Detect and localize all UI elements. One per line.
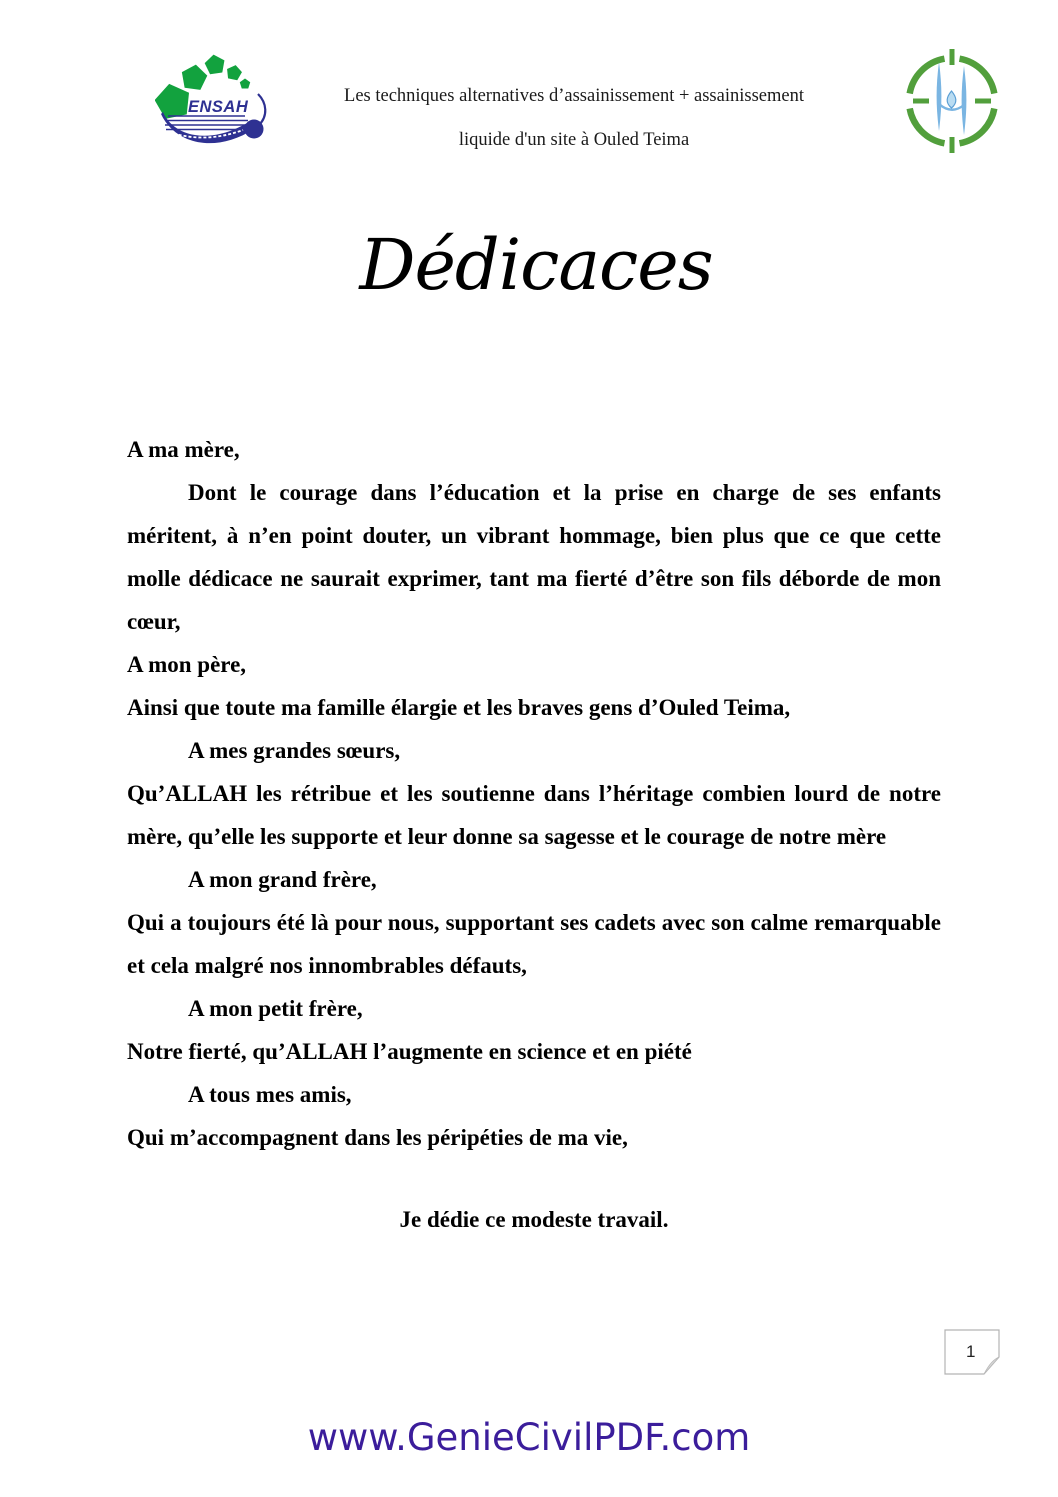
page-number-badge [944,1329,1000,1375]
dedication-body [127,428,941,1241]
dedication-paragraph: A mon grand frère, [188,867,377,892]
dedication-paragraph: A tous mes amis, [188,1082,352,1107]
dedication-paragraph: A ma mère, [127,437,240,462]
dedication-paragraph: A mon père, [127,652,247,677]
ensah-wordmark: ENSAH [188,98,249,116]
report-header-title [264,74,884,162]
logo-lines [165,116,250,130]
pentagon-icon [180,63,209,91]
dedication-paragraph: Ainsi que toute ma famille élargie et les braves gens d’Ouled Teima, [127,695,791,720]
header-title-line2: liquide d'un site à Ouled Teima [458,130,690,150]
pentagon-icon [204,53,226,75]
water-circle-logo-icon [897,46,999,158]
dedication-paragraph: A mon petit frère, [188,996,363,1021]
dedication-paragraph: Qu’ALLAH les rétribue et les soutienne dans l’héritage combien lourd de notre mère, qu’elle les supporte et leur donne sa sagesse et le courage de notre mère [127,781,941,849]
page-number: 1 [966,1342,976,1361]
dedication-paragraph: Qui m’accompagnent dans les péripéties de ma vie, [127,1125,628,1150]
logo-dot [245,120,264,139]
header-title-line1: Les techniques alternatives d’assainissement + assainissement [344,86,804,106]
closing-line: Je dédie ce modeste travail. [399,1207,669,1232]
dedication-paragraph: Qui a toujours été là pour nous, supportant ses cadets avec son calme remarquable et cela malgré nos innombrables défauts, [127,910,941,978]
dedication-paragraph: A mes grandes sœurs, [188,738,401,763]
page-curl-icon [944,1329,1000,1375]
footer [0,1416,1058,1459]
blue-h-monogram [937,62,967,135]
water-circle-logo [897,46,999,163]
pentagon-icon [225,64,243,81]
dedication-paragraph: Notre fierté, qu’ALLAH l’augmente en science et en piété [127,1039,692,1064]
dedication-paragraph: Dont le courage dans l’éducation et la prise en charge de ses enfants méritent, à n’en point douter, un vibrant hommage, bien plus que ce que cette molle dédicace ne saurait exprimer, tant ma fierté d’être son fils déborde de mon cœur, [127,480,941,634]
pentagon-icon [240,79,250,89]
footer-website-link[interactable]: www.GenieCivilPDF.com [307,1416,751,1459]
dedication-paragraphs [127,428,941,1159]
page-title: Dédicaces [359,224,713,306]
